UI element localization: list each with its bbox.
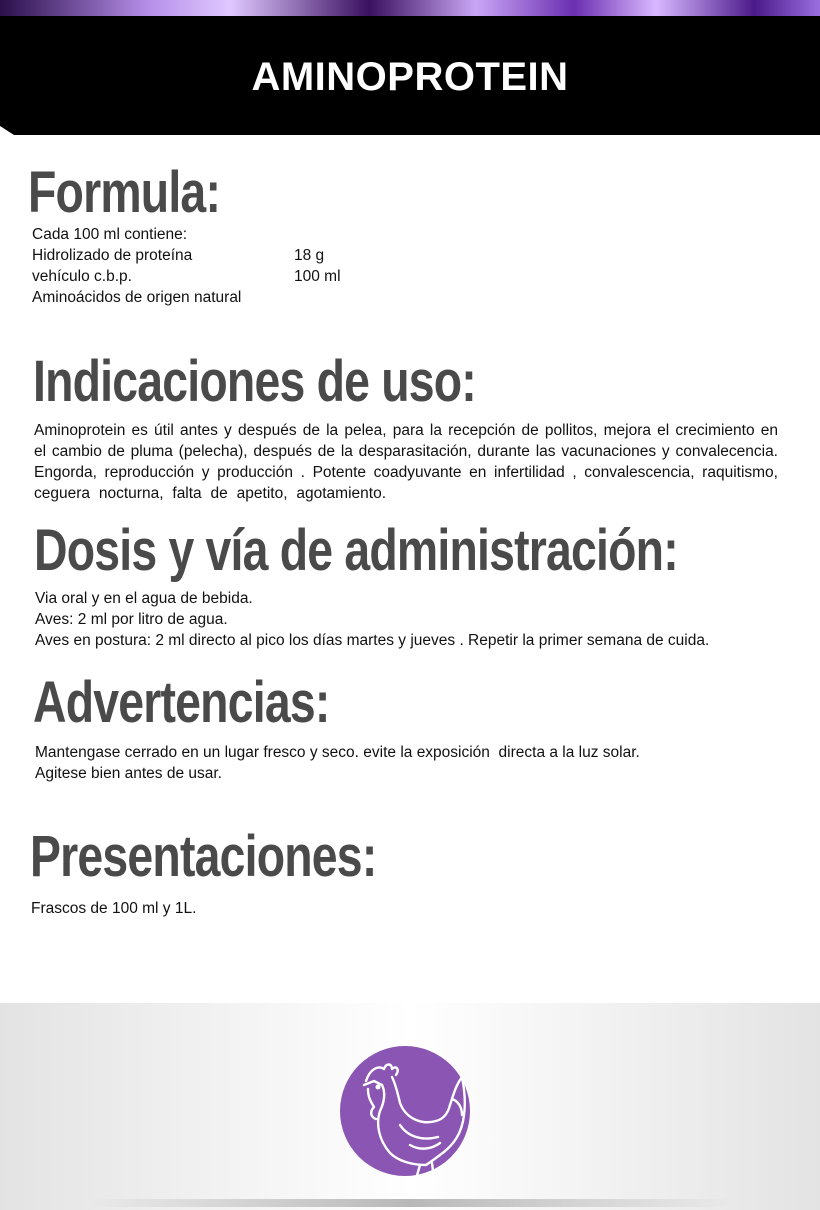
indications-line: ceguera nocturna, falta de apetito, agotamiento. (34, 485, 386, 502)
indications-text (34, 420, 778, 504)
warnings-line: Mantengase cerrado en un lugar fresco y seco. evite la exposición directa a la luz solar. (35, 744, 640, 761)
formula-intro: Cada 100 ml contiene: (32, 226, 188, 243)
presentations-text (31, 898, 431, 919)
presentations-heading: Presentaciones: (30, 824, 377, 889)
dosage-text (35, 588, 805, 651)
formula-row-label: Hidrolizado de proteína (32, 247, 193, 264)
warnings-text (35, 742, 775, 784)
dosage-line: Aves: 2 ml por litro de agua. (35, 611, 228, 628)
indications-line: Aminoprotein es útil antes y después de la pelea, para la recepción de pollitos, mejora el crecimiento en (34, 422, 778, 439)
formula-row-label: vehículo c.b.p. (32, 268, 132, 285)
formula-row (32, 266, 432, 287)
formula-note: Aminoácidos de origen natural (32, 289, 242, 306)
warnings-line: Agitese bien antes de usar. (35, 765, 222, 782)
indications-heading: Indicaciones de uso: (33, 349, 476, 414)
rooster-logo (340, 1041, 480, 1181)
top-gradient-strip (0, 0, 820, 16)
formula-row-value: 100 ml (294, 268, 341, 285)
warnings-heading: Advertencias: (33, 670, 330, 735)
page-title: AMINOPROTEIN (251, 55, 569, 99)
rooster-icon (340, 1041, 480, 1181)
dosage-heading: Dosis y vía de administración: (34, 518, 678, 583)
indications-line: Engorda, reproducción y producción . Potente coadyuvante en infertilidad , convalescencia, raquitismo, (34, 464, 778, 481)
footer-shadow (90, 1199, 730, 1207)
dosage-line: Aves en postura: 2 ml directo al pico los días martes y jueves . Repetir la primer semana de cuida. (35, 632, 710, 649)
formula-heading: Formula: (28, 160, 221, 225)
formula-block (32, 224, 432, 308)
dosage-line: Via oral y en el agua de bebida. (35, 590, 253, 607)
formula-row (32, 245, 432, 266)
formula-row-value: 18 g (294, 247, 325, 264)
presentations-line: Frascos de 100 ml y 1L. (31, 900, 197, 917)
rooster-eye (376, 1085, 381, 1090)
indications-line: el cambio de pluma (pelecha), después de la desparasitación, durante las vacunaciones y convalecencia. (34, 443, 778, 460)
